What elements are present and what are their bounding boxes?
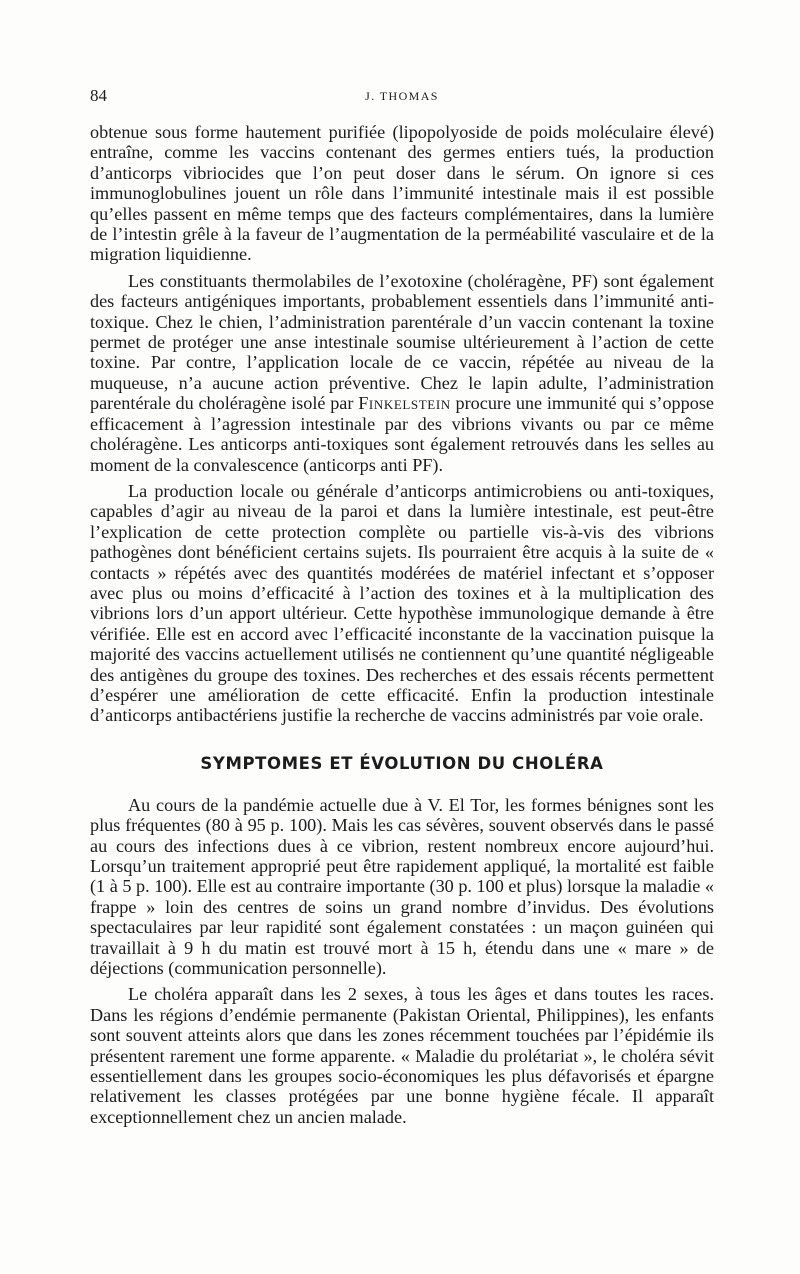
paragraph-exotoxin-text-1: Les constituants thermolabiles de l’exotoxine (choléragène, PF) sont également des facteurs antigéniques importants, probablement essentiels dans l’immunité anti-toxique. Chez le chien, l’administration parentérale d’un vaccin contenant la toxine permet de protéger une anse intestinale soumise ultérieurement à l’action de cette toxine. Par contre, l’application locale de ce vaccin, répétée au niveau de la muqueuse, n’a aucune action préventive. Chez le lapin adulte, l’administration parentérale du choléragène isolé par (90, 270, 714, 414)
paragraph-exotoxin (90, 271, 714, 475)
running-head (90, 86, 714, 108)
paragraph-antibodies: La production locale ou générale d’anticorps antimicrobiens ou anti-toxiques, capables d’agir au niveau de la paroi et dans la lumière intestinale, est peut-être l’explication de cette protection complète ou partielle vis-à-vis des vibrions pathogènes dont bénéficient certains sujets. Ils pourraient être acquis à la suite de « contacts » répétés avec des quantités modérées de matériel infectant et s’opposer avec plus ou moins d’efficacité à l’action des toxines et à la multiplication des vibrions lors d’un apport ultérieur. Cette hypothèse immunologique demande à être vérifiée. Elle est en accord avec l’efficacité inconstante de la vaccination puisque la majorité des vaccins actuellement utilisés ne contiennent qu’une quantité négligeable des antigènes du groupe des toxines. Des recherches et des essais récents permettent d’espérer une amélioration de cette efficacité. Enfin la production intestinale d’anticorps antibactériens justifie la recherche de vaccins administrés par voie orale. (90, 480, 714, 726)
section-heading: SYMPTOMES ET ÉVOLUTION DU CHOLÉRA (200, 753, 604, 773)
paragraph-pandemic: Au cours de la pandémie actuelle due à V. El Tor, les formes bénignes sont les plus fréquentes (80 à 95 p. 100). Mais les cas sévères, souvent observés dans le passé au cours des infections dues à ce vibrion, restent nombreux encore aujourd’hui. Lorsqu’un traitement approprié peut être rapidement appliqué, la mortalité est faible (1 à 5 p. 100). Elle est au contraire importante (30 p. 100 et plus) lorsque la maladie « frappe » loin des centres de soins un grand nombre d’invidus. Des évolutions spectaculaires par leur rapidité sont également constatées : un maçon guinéen qui travaillait à 9 h du matin est trouvé mort à 15 h, étendu dans une « mare » de déjections (communication personnelle). (90, 794, 714, 979)
paragraph-continued: obtenue sous forme hautement purifiée (lipopolyoside de poids moléculaire élevé) entraîne, comme les vaccins contenant des germes entiers tués, la production d’anticorps vibriocides que l’on peut doser dans le sérum. On ignore si ces immunoglobulines jouent un rôle dans l’immunité intestinale mais il est possible qu’elles passent en même temps que des facteurs complémentaires, dans la lumière de l’intestin grêle à la faveur de l’augmentation de la perméabilité vasculaire et de la migration liquidienne. (90, 122, 714, 265)
page-number: 84 (90, 86, 107, 105)
running-title: J. THOMAS (365, 89, 439, 103)
body-text (90, 122, 714, 1127)
author-name-finkelstein: Finkelstein (358, 393, 451, 414)
paragraph-exotoxin-text-2: procure une immunité qui s’oppose efficacement à l’agression intestinale par des vibrions vivants ou par ce même choléragène. Les anticorps anti-toxiques sont également retrouvés dans les selles au moment de la convalescence (anticorps anti PF). (90, 393, 714, 475)
paragraph-epidemiology: Le choléra apparaît dans les 2 sexes, à tous les âges et dans toutes les races. Dans les régions d’endémie permanente (Pakistan Oriental, Philippines), les enfants sont souvent atteints alors que dans les zones récemment touchées par l’épidémie ils présentent rarement une forme apparente. « Maladie du prolétariat », le choléra sévit essentiellement dans les groupes socio-économiques les plus défavorisés et épargne relativement les classes protégées par une bonne hygiène fécale. Il apparaît exceptionnellement chez un ancien malade. (90, 984, 714, 1127)
